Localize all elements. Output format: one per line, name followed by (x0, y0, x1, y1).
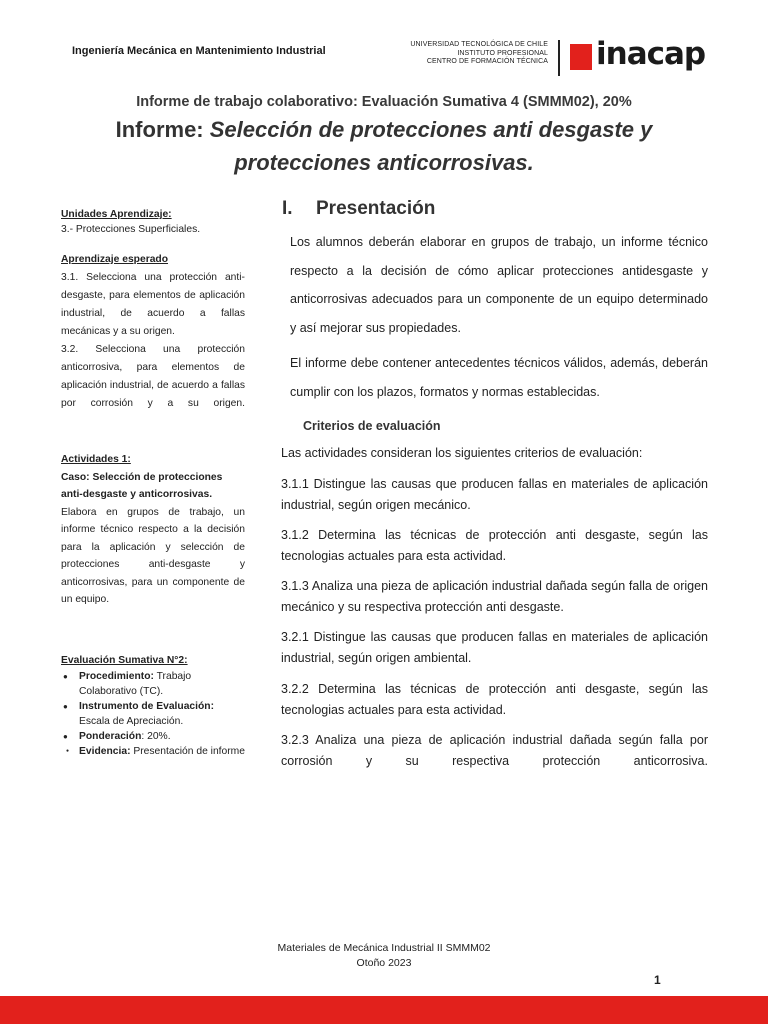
sidebar-actividades (61, 451, 245, 609)
footer-brand-bar (0, 996, 768, 1024)
institution-lines (380, 41, 548, 67)
sidebar-unidades (61, 206, 245, 236)
document-title-line2: protecciones anticorrosivas. (234, 150, 534, 175)
title-text: Selección de protecciones anti desgaste y (209, 117, 653, 142)
actividad-text: Elabora en grupos de trabajo, un informe técnico respecto a la decisión para la aplicación y selección de protecciones anti-desgaste y anticorrosivas, para un componente de un equipo. (61, 506, 245, 605)
unidades-value: 3.- Protecciones Superficiales. (61, 224, 201, 235)
criterios-heading: Criterios de evaluación (303, 419, 441, 433)
criterio-item: 3.1.1 Distingue las causas que producen fallas en materiales de aplicación industrial, según origen mecánico. (281, 477, 708, 512)
logo-mark-icon (570, 44, 592, 70)
footer-course: Materiales de Mecánica Industrial II SMMM02 (277, 942, 491, 954)
criterio-item: 3.2.1 Distingue las causas que producen fallas en materiales de aplicación industrial, según origen ambiental. (281, 630, 708, 665)
inacap-logo (570, 36, 710, 78)
criterio-item: 3.2.2 Determina las técnicas de protección anti desgaste, según las tecnologias actuales para esta actividad. (281, 682, 708, 717)
list-item (79, 729, 245, 744)
aprendizaje-item: 3.2. Selecciona una protección anticorrosiva, para elementos de aplicación industrial, de acuerdo a fallas por corrosión y a su origen. (61, 344, 245, 409)
evaluacion-item-value: Presentación de informe (130, 746, 245, 757)
evaluacion-item-value: : 20%. (141, 731, 171, 742)
section-title: Presentación (316, 198, 436, 219)
evaluacion-item-value: Trabajo Colaborativo (TC). (79, 671, 192, 697)
evaluacion-label: Evaluación Sumativa N°2: (61, 655, 188, 666)
list-item (79, 699, 245, 729)
caso-text: Caso: Selección de protecciones anti-desgaste y anticorrosivas. (61, 471, 223, 500)
list-item (79, 744, 245, 759)
title-prefix: Informe: (115, 117, 210, 142)
evaluacion-item-label: Instrumento de Evaluación: (79, 701, 215, 712)
document-subtitle: Informe de trabajo colaborativo: Evaluación Sumativa 4 (SMMM02), 20% (136, 94, 632, 110)
section-heading (282, 198, 435, 220)
page-number: 1 (654, 973, 661, 987)
presentacion-paragraph: Los alumnos deberán elaborar en grupos de trabajo, un informe técnico respecto a la decisión de cómo aplicar protecciones antidesgaste y anticorrosivas adecuados para un componente de un equipo determinado y así mejorar sus propiedades. (290, 235, 708, 335)
list-item (79, 669, 245, 699)
footer-term: Otoño 2023 (356, 957, 412, 969)
criterio-item: 3.1.2 Determina las técnicas de protección anti desgaste, según las tecnologias actuales para esta actividad. (281, 528, 708, 563)
page-footer (0, 941, 768, 971)
evaluacion-item-label: Ponderación (79, 731, 142, 742)
section-number: I. (282, 198, 293, 219)
aprendizaje-label: Aprendizaje esperado (61, 254, 169, 265)
evaluacion-item-label: Evidencia: (79, 746, 131, 757)
logo-wordmark: inacap (596, 36, 706, 72)
criterio-item: 3.1.3 Analiza una pieza de aplicación industrial dañada según falla de origen mecánico y su respectiva protección anti desgaste. (281, 579, 708, 614)
presentacion-paragraph: El informe debe contener antecedentes técnicos válidos, además, deberán cumplir con los plazos, formatos y normas establecidas. (290, 356, 708, 399)
evaluacion-item-value: Escala de Apreciación. (79, 716, 184, 727)
institution-line: CENTRO DE FORMACIÓN TÉCNICA (426, 58, 548, 65)
evaluacion-item-label: Procedimiento: (79, 671, 154, 682)
criterio-item: 3.2.3 Analiza una pieza de aplicación industrial dañada según falla por corrosión y su respectiva protección anticorrosiva. (281, 733, 708, 768)
institution-line: INSTITUTO PROFESIONAL (457, 49, 548, 57)
evaluacion-list (61, 669, 245, 759)
unidades-label: Unidades Aprendizaje: (61, 209, 172, 220)
actividades-label: Actividades 1: (61, 454, 131, 465)
criterios-intro: Las actividades consideran los siguientes criterios de evaluación: (281, 446, 643, 460)
institution-line: UNIVERSIDAD TECNOLÓGICA DE CHILE (410, 41, 548, 48)
sidebar-aprendizaje (61, 251, 245, 413)
logo-divider (558, 40, 560, 76)
sidebar-evaluacion (61, 653, 245, 759)
aprendizaje-item: 3.1. Selecciona una protección anti-desgaste, para elementos de aplicación industrial, de acuerdo a fallas mecánicas y a su origen. (61, 272, 245, 337)
program-name: Ingeniería Mecánica en Mantenimiento Industrial (72, 45, 326, 57)
document-title-line1 (0, 117, 768, 143)
